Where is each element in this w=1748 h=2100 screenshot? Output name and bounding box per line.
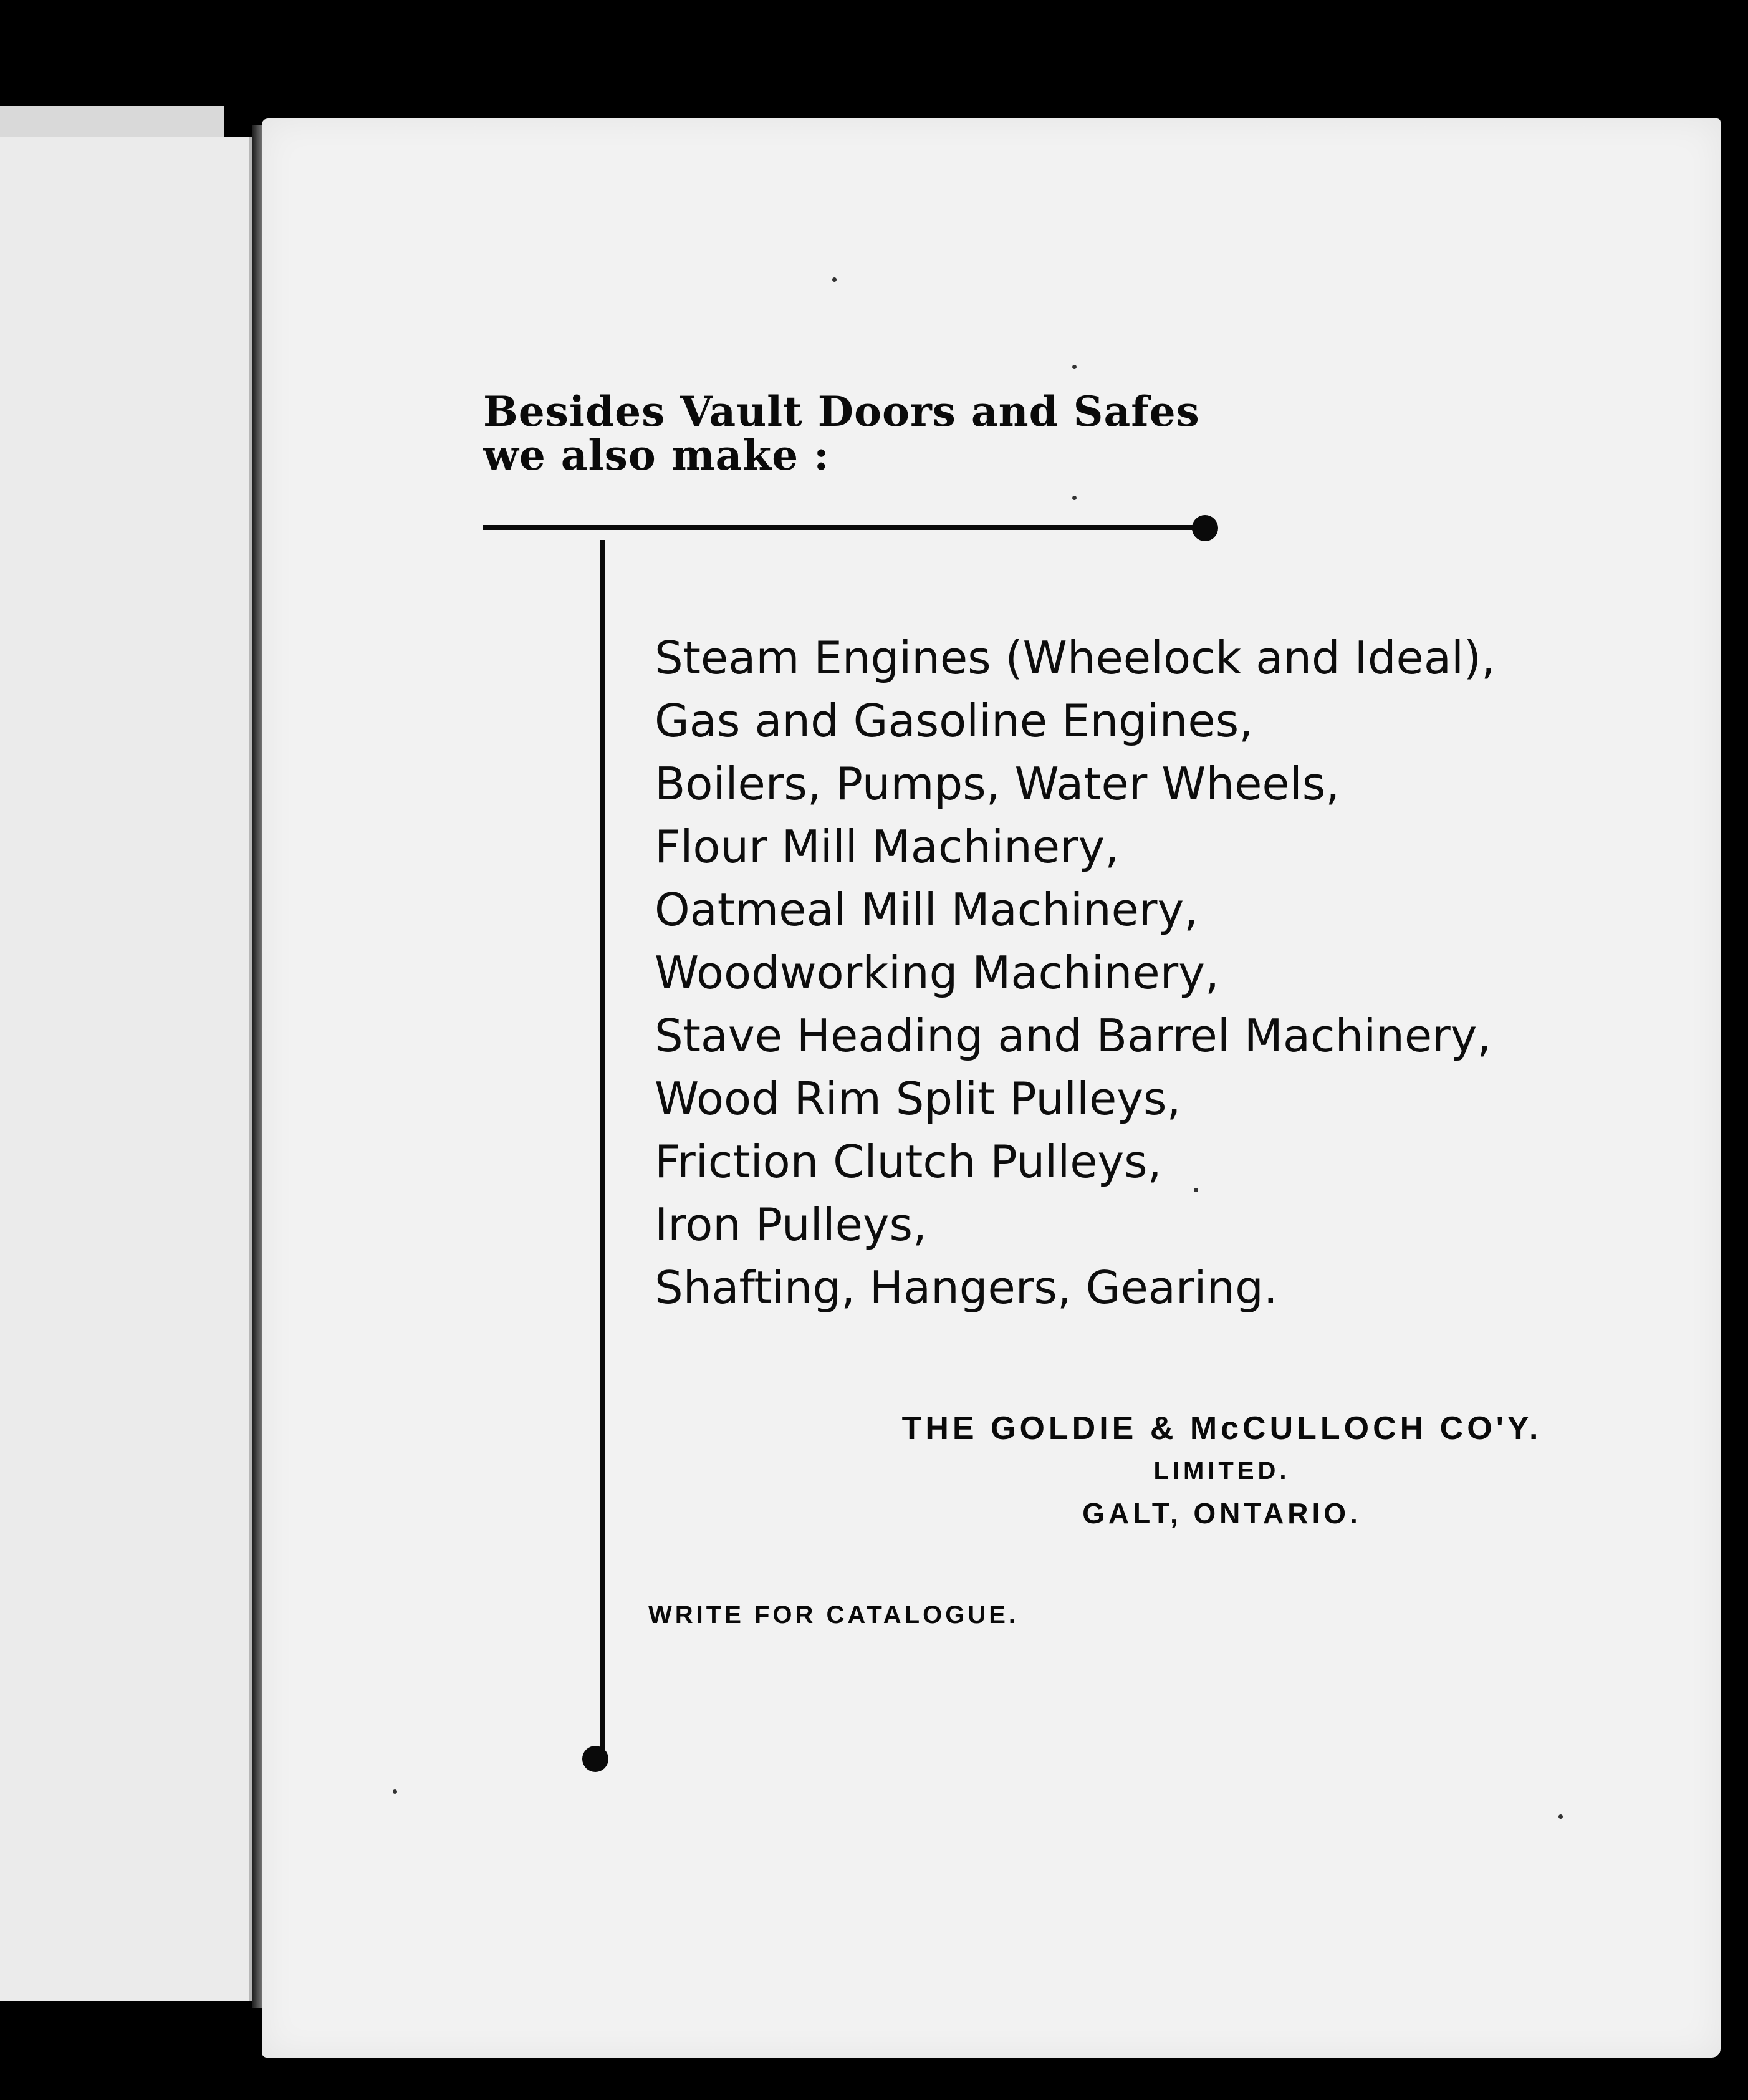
rule-end-dot-top: [1192, 515, 1218, 541]
company-limited: LIMITED.: [1153, 1457, 1290, 1485]
left-page-edge: [0, 137, 258, 2001]
product-list: [655, 627, 1496, 1319]
product-item: Wood Rim Split Pulleys,: [655, 1072, 1181, 1125]
document-page: [262, 118, 1721, 2058]
scan-speck: [1072, 496, 1077, 500]
product-item: Flour Mill Machinery,: [655, 821, 1120, 873]
company-name: THE GOLDIE & McCULLOCH CO'Y.: [901, 1410, 1542, 1447]
product-item: Gas and Gasoline Engines,: [655, 695, 1254, 747]
vertical-rule: [600, 540, 605, 1757]
company-city: GALT, ONTARIO.: [1082, 1497, 1361, 1529]
product-item: Iron Pulleys,: [655, 1198, 927, 1251]
product-item: Woodworking Machinery,: [655, 946, 1219, 999]
horizontal-rule: [483, 525, 1200, 530]
scan-speck: [1072, 365, 1077, 369]
rule-end-dot-bottom: [582, 1746, 608, 1772]
product-item: Stave Heading and Barrel Machinery,: [655, 1009, 1492, 1062]
catalogue-call-to-action: WRITE FOR CATALOGUE.: [648, 1601, 1019, 1629]
company-imprint: [817, 1406, 1627, 1536]
scan-speck: [1194, 1188, 1198, 1192]
product-item: Shafting, Hangers, Gearing.: [655, 1261, 1278, 1314]
product-item: Boilers, Pumps, Water Wheels,: [655, 758, 1340, 810]
heading-line-2: we also make :: [483, 431, 830, 479]
page-heading: [483, 387, 1200, 479]
scan-speck: [832, 277, 837, 282]
scan-speck: [1558, 1814, 1563, 1819]
product-item: Steam Engines (Wheelock and Ideal),: [655, 632, 1496, 684]
product-item: Friction Clutch Pulleys,: [655, 1135, 1162, 1188]
heading-line-1: Besides Vault Doors and Safes: [483, 387, 1200, 436]
scan-speck: [393, 1789, 397, 1794]
product-item: Oatmeal Mill Machinery,: [655, 884, 1198, 936]
